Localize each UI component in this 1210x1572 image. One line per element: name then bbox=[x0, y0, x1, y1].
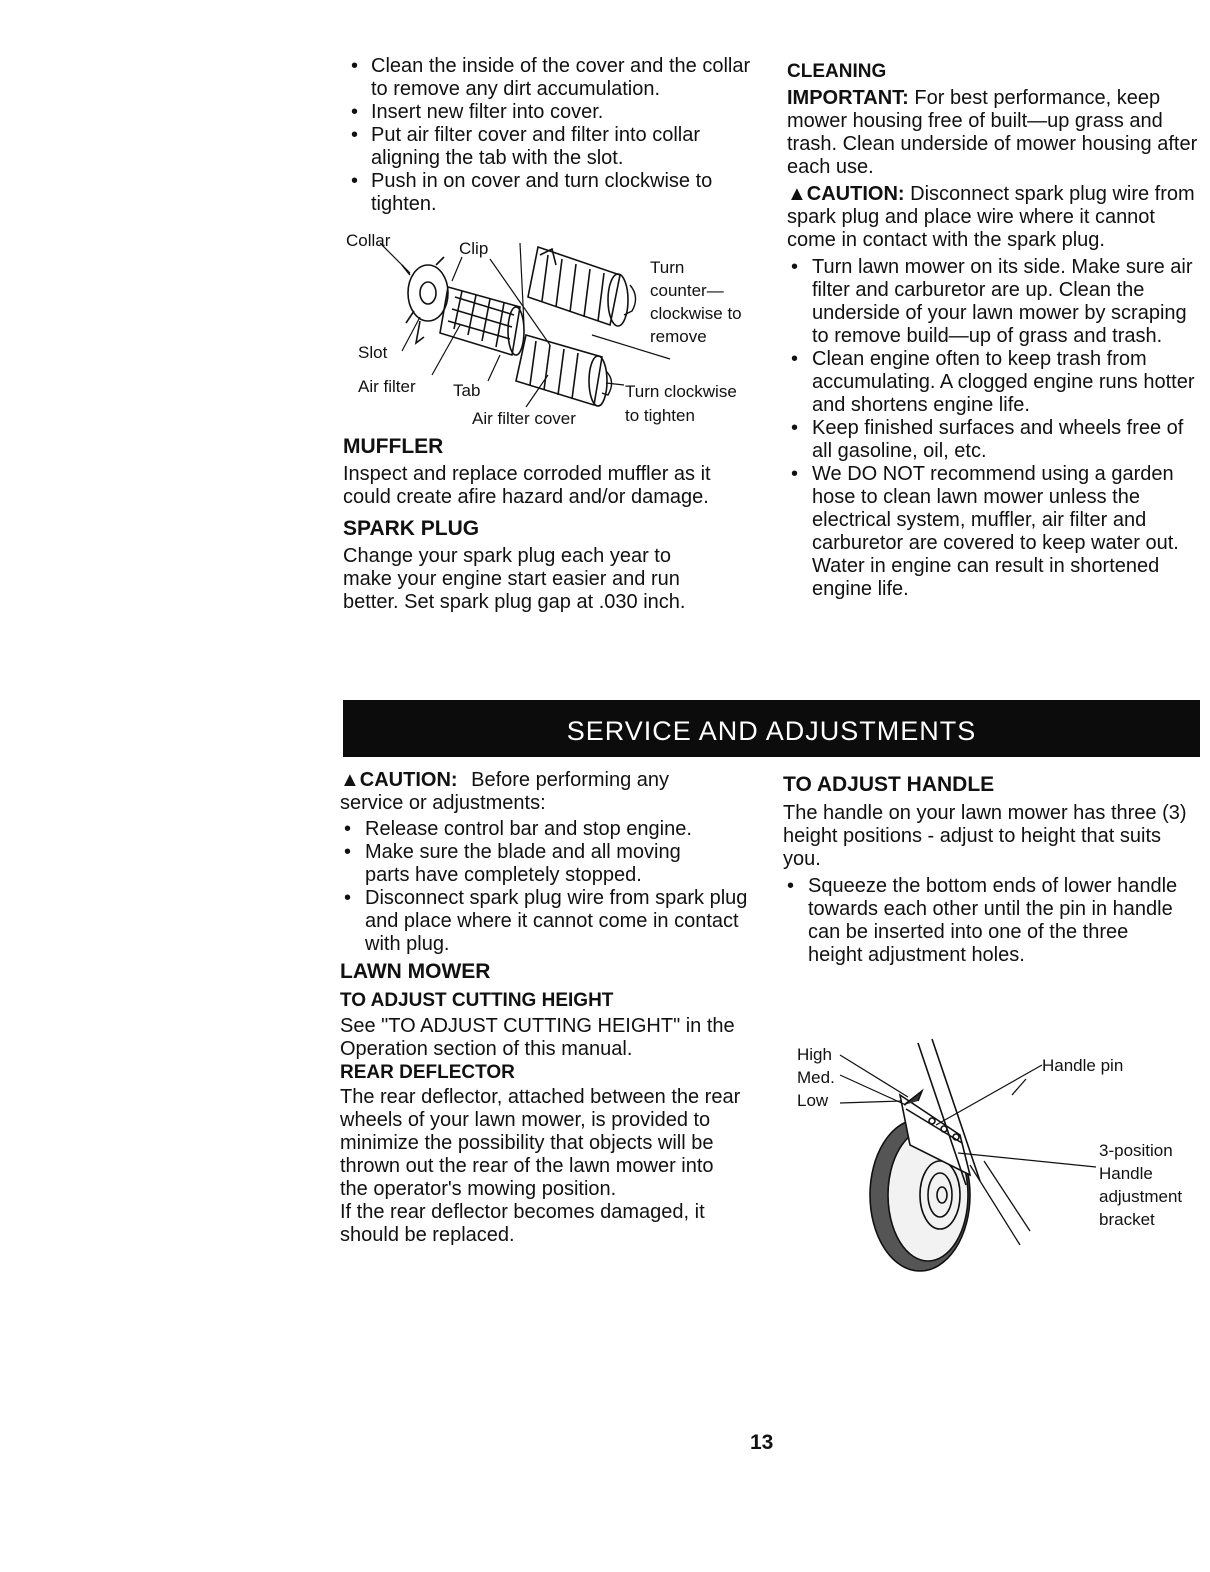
label-handle-pin: Handle pin bbox=[1042, 1056, 1124, 1075]
label-handle-bracket: 3-position Handle adjustment bracket bbox=[1099, 1141, 1183, 1229]
list-item: • Clean engine often to keep trash from accumulating. A clogged engine runs hotter and shortens engine life. bbox=[787, 348, 1203, 417]
rear-deflector-heading: REAR DEFLECTOR bbox=[340, 1062, 515, 1083]
list-item: • Clean the inside of the cover and the collar to remove any dirt accumulation. bbox=[343, 55, 763, 101]
cleaning-list bbox=[787, 256, 1203, 601]
important-text: For best performance, keep mower housing free of built—up grass and trash. Clean underside of mower housing after each use. bbox=[787, 87, 1198, 178]
label-collar: Collar bbox=[346, 231, 391, 250]
cleaning-caution bbox=[787, 183, 1203, 252]
cover-remove-part bbox=[520, 243, 636, 326]
label-low: Low bbox=[797, 1091, 829, 1110]
leader-clip bbox=[452, 257, 462, 281]
spark-plug-heading: SPARK PLUG bbox=[343, 517, 480, 540]
lawn-mower-heading: LAWN MOWER bbox=[340, 960, 491, 983]
page-number: 13 bbox=[750, 1431, 774, 1454]
warning-triangle-icon: ▲ bbox=[787, 183, 807, 205]
caution-text: Disconnect spark plug wire from spark plug and place wire where it cannot come in contact with the spark plug. bbox=[787, 183, 1195, 251]
warning-triangle-icon: ▲ bbox=[340, 769, 360, 791]
label-clip: Clip bbox=[459, 239, 489, 258]
service-caution-intro bbox=[340, 769, 720, 815]
list-item: • Insert new filter into cover. bbox=[343, 101, 763, 124]
adjust-handle-list bbox=[783, 875, 1201, 967]
service-caution-label: CAUTION: bbox=[359, 769, 458, 791]
adjust-handle-section bbox=[783, 773, 1201, 967]
list-item: • Disconnect spark plug wire from spark plug and place where it cannot come in contact with plug. bbox=[340, 887, 760, 956]
list-item: • Squeeze the bottom ends of lower handle towards each other until the pin in handle can be inserted into one of the three height adjustment holes. bbox=[783, 875, 1178, 967]
muffler-section bbox=[343, 435, 763, 614]
service-caution-list bbox=[340, 818, 760, 956]
label-air-filter: Air filter bbox=[358, 377, 416, 396]
list-item: • Keep finished surfaces and wheels free of all gasoline, oil, etc. bbox=[787, 417, 1203, 463]
label-med: Med. bbox=[797, 1068, 835, 1087]
cutting-height-heading: TO ADJUST CUTTING HEIGHT bbox=[340, 990, 614, 1011]
air-filter-steps bbox=[343, 55, 763, 216]
list-item: • Release control bar and stop engine. bbox=[340, 818, 760, 841]
air-filter-step-list bbox=[343, 55, 763, 216]
label-turn-clockwise: Turn clockwise to tighten bbox=[625, 382, 737, 425]
cutting-height-text: See "TO ADJUST CUTTING HEIGHT" in the Operation section of this manual. bbox=[340, 1015, 735, 1060]
service-caution-text: Before performing any service or adjustments: bbox=[340, 769, 670, 814]
adjust-handle-heading: TO ADJUST HANDLE bbox=[783, 773, 995, 796]
adjust-handle-text: The handle on your lawn mower has three (3) height positions - adjust to height that suits you. bbox=[783, 802, 1187, 870]
leader-cw bbox=[606, 383, 624, 385]
label-slot: Slot bbox=[358, 343, 388, 362]
list-item: • Make sure the blade and all moving parts have completely stopped. bbox=[340, 841, 710, 887]
list-item: • We DO NOT recommend using a garden hose to clean lawn mower unless the electrical system, muffler, air filter and carburetor are covered to keep water out. Water in engine can result in shortened engine life. bbox=[787, 463, 1203, 601]
air-filter-part bbox=[440, 287, 524, 355]
leader-air-filter bbox=[432, 325, 460, 375]
cleaning-heading: CLEANING bbox=[787, 61, 887, 82]
list-item: • Put air filter cover and filter into collar aligning the tab with the slot. bbox=[343, 124, 763, 170]
section-banner: SERVICE AND ADJUSTMENTS bbox=[343, 700, 1200, 757]
service-caution bbox=[340, 769, 760, 1247]
list-item: • Push in on cover and turn clockwise to tighten. bbox=[343, 170, 763, 216]
cleaning-section bbox=[787, 60, 1203, 601]
label-high: High bbox=[797, 1045, 832, 1064]
rear-deflector-text-1: The rear deflector, attached between the rear wheels of your lawn mower, is provided to minimize the possibility that objects will be thrown out the rear of the lawn mower into the operator's mowing position. bbox=[340, 1086, 741, 1200]
important-label: IMPORTANT: bbox=[787, 87, 909, 109]
cleaning-important bbox=[787, 87, 1203, 179]
muffler-text: Inspect and replace corroded muffler as it could create afire hazard and/or damage. bbox=[343, 463, 711, 508]
spark-plug-text: Change your spark plug each year to make your engine start easier and run better. Set spark plug gap at .030 inch. bbox=[343, 545, 686, 613]
leader-air-filter-cover bbox=[526, 375, 548, 407]
caution-label: CAUTION: bbox=[806, 183, 905, 205]
label-turn-counterclockwise: Turn counter— clockwise to remove bbox=[650, 258, 742, 346]
leader-tab bbox=[488, 355, 500, 381]
muffler-heading: MUFFLER bbox=[343, 435, 444, 458]
rear-deflector-text-2: If the rear deflector becomes damaged, it should be replaced. bbox=[340, 1201, 705, 1246]
list-item: • Turn lawn mower on its side. Make sure air filter and carburetor are up. Clean the underside of your lawn mower by scraping to remove build—up of grass and trash. bbox=[787, 256, 1203, 348]
label-tab: Tab bbox=[453, 381, 481, 400]
label-air-filter-cover: Air filter cover bbox=[472, 409, 576, 428]
cover-tighten-part bbox=[516, 335, 612, 406]
